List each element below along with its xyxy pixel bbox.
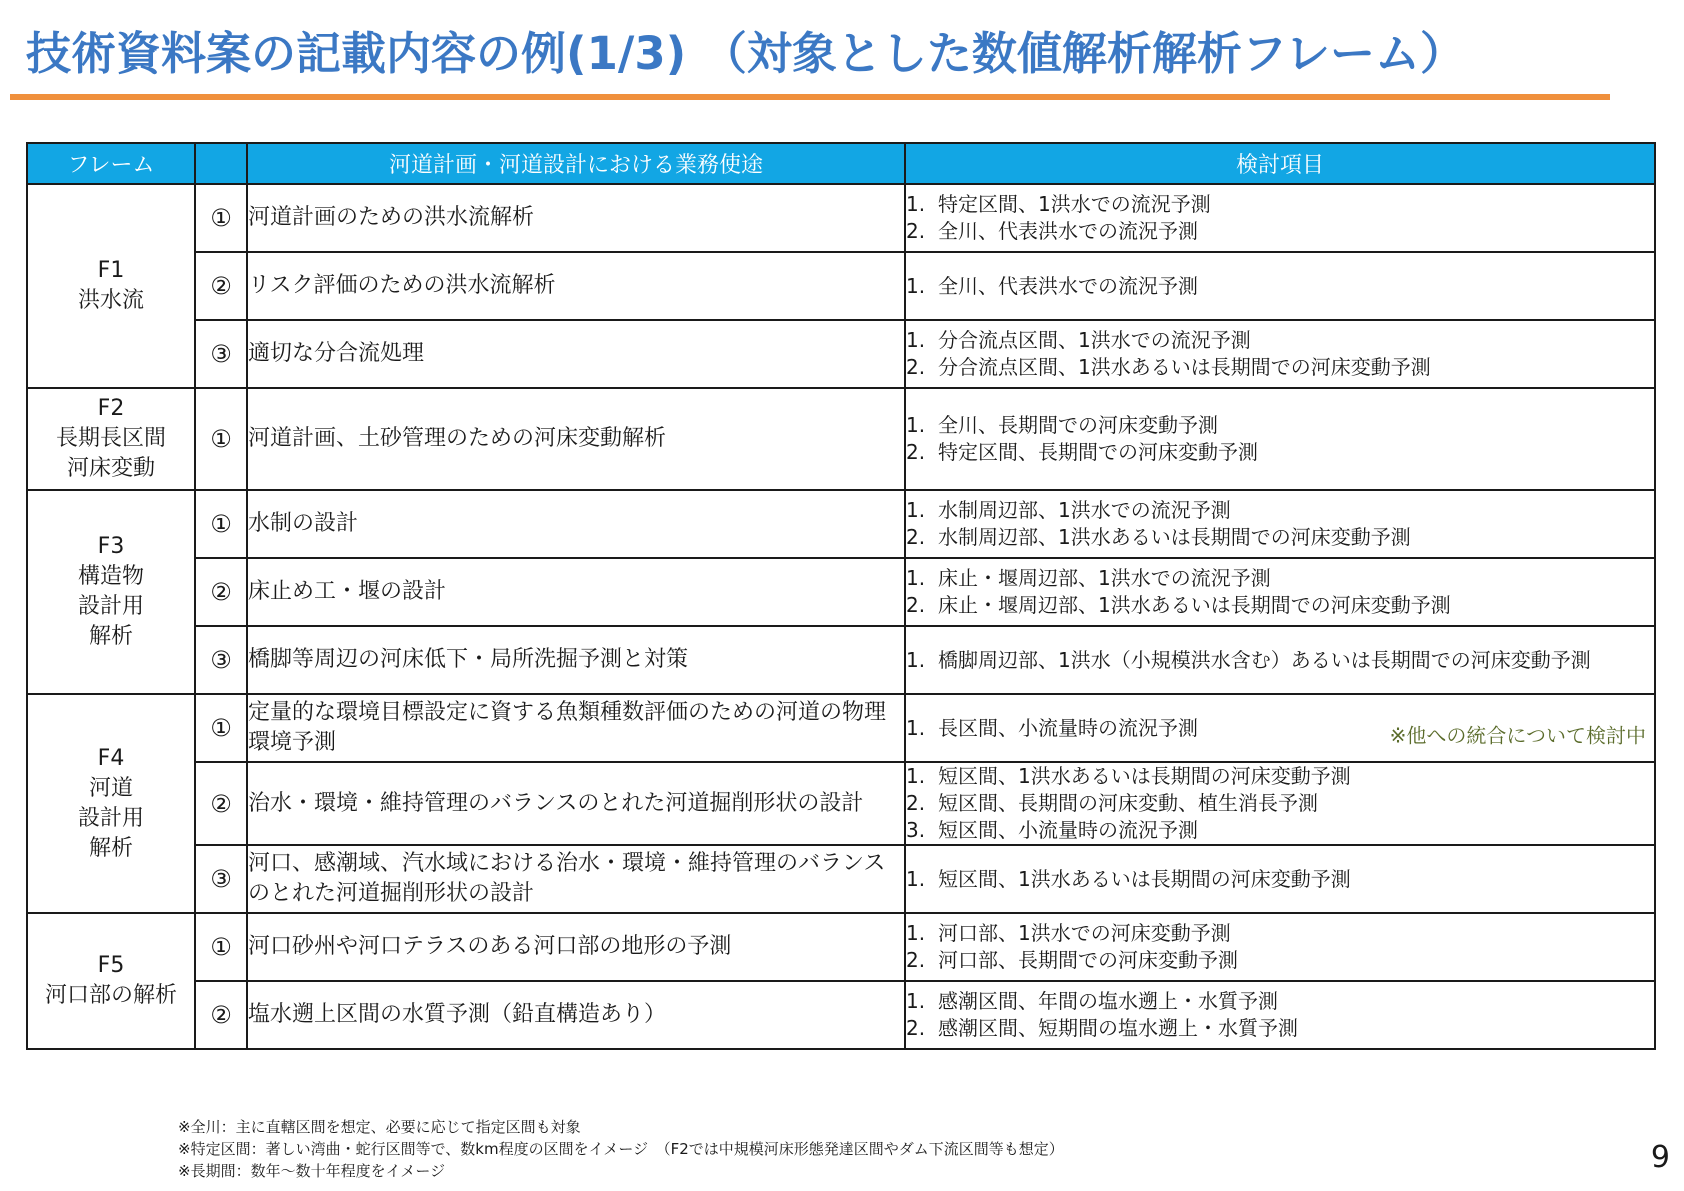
table-row bbox=[27, 845, 1655, 913]
table-row bbox=[27, 320, 1655, 388]
row-number: ① bbox=[195, 490, 247, 558]
use-cell: 河口砂州や河口テラスのある河口部の地形の予測 bbox=[247, 913, 905, 981]
item-text: 全川、代表洪水での流況予測 bbox=[938, 219, 1198, 243]
item-text: 橋脚周辺部、1洪水（小規模洪水含む）あるいは長期間での河床変動予測 bbox=[938, 647, 1591, 672]
item-line bbox=[906, 327, 1654, 354]
frame-name: 河道 設計用 解析 bbox=[77, 775, 144, 861]
item-line bbox=[906, 497, 1654, 524]
use-cell: 塩水遡上区間の水質予測（鉛直構造あり） bbox=[247, 981, 905, 1049]
item-line bbox=[906, 790, 1654, 817]
header-frame: フレーム bbox=[27, 143, 195, 184]
use-cell: 治水・環境・維持管理のバランスのとれた河道掘削形状の設計 bbox=[247, 762, 905, 845]
frame-cell bbox=[27, 490, 195, 694]
footnote: ※全川：主に直轄区間を想定、必要に応じて指定区間も対象 bbox=[178, 1118, 581, 1136]
item-text: 短区間、1洪水あるいは長期間の河床変動予測 bbox=[938, 866, 1351, 891]
frame-cell bbox=[27, 184, 195, 388]
review-note: ※他への統合について検討中 bbox=[1389, 723, 1646, 748]
item-line bbox=[906, 920, 1654, 947]
table-row bbox=[27, 558, 1655, 626]
items-cell bbox=[905, 913, 1655, 981]
header-use: 河道計画・河道設計における業務使途 bbox=[247, 143, 905, 184]
item-line bbox=[906, 817, 1654, 844]
table-row bbox=[27, 694, 1655, 762]
item-number: 1. bbox=[906, 566, 926, 590]
header-row bbox=[27, 143, 1655, 184]
analysis-frame-table bbox=[26, 142, 1656, 1050]
row-number: ① bbox=[195, 694, 247, 762]
row-number: ② bbox=[195, 558, 247, 626]
item-line bbox=[906, 592, 1654, 619]
frame-cell bbox=[27, 913, 195, 1049]
item-number: 1. bbox=[906, 921, 926, 945]
items-cell bbox=[905, 626, 1655, 694]
item-text: 全川、代表洪水での流況予測 bbox=[938, 273, 1198, 298]
frame-name: 河口部の解析 bbox=[44, 983, 177, 1008]
item-text: 特定区間、長期間での河床変動予測 bbox=[938, 440, 1258, 464]
item-line bbox=[906, 988, 1654, 1015]
items-cell bbox=[905, 320, 1655, 388]
item-line bbox=[906, 412, 1654, 439]
items-cell bbox=[905, 981, 1655, 1049]
item-line bbox=[906, 763, 1654, 790]
frame-name: 洪水流 bbox=[77, 288, 144, 313]
item-text: 分合流点区間、1洪水あるいは長期間での河床変動予測 bbox=[938, 355, 1431, 379]
footnote: ※特定区間：著しい湾曲・蛇行区間等で、数km程度の区間をイメージ （F2では中規模河床形態発達区間やダム下流区間等も想定） bbox=[178, 1140, 1064, 1158]
item-text: 全川、長期間での河床変動予測 bbox=[938, 413, 1218, 437]
use-cell: 床止め工・堰の設計 bbox=[247, 558, 905, 626]
item-text: 感潮区間、年間の塩水遡上・水質予測 bbox=[938, 989, 1278, 1013]
item-line bbox=[906, 524, 1654, 551]
item-number: 2. bbox=[906, 948, 926, 972]
item-number: 1. bbox=[906, 866, 926, 891]
item-line bbox=[906, 947, 1654, 974]
footnotes bbox=[178, 1116, 1064, 1182]
item-number: 2. bbox=[906, 791, 926, 815]
item-text: 特定区間、1洪水での流況予測 bbox=[938, 192, 1211, 216]
item-text: 水制周辺部、1洪水での流況予測 bbox=[938, 498, 1231, 522]
item-text: 床止・堰周辺部、1洪水あるいは長期間での河床変動予測 bbox=[938, 593, 1451, 617]
frame-code: F1 bbox=[97, 258, 125, 283]
title-underline bbox=[10, 94, 1610, 100]
item-text: 長区間、小流量時の流況予測 bbox=[938, 715, 1198, 740]
table-body bbox=[27, 184, 1655, 1049]
item-number: 1. bbox=[906, 764, 926, 788]
row-number: ① bbox=[195, 184, 247, 252]
use-cell: 定量的な環境目標設定に資する魚類種数評価のための河道の物理環境予測 bbox=[247, 694, 905, 762]
items-cell bbox=[905, 388, 1655, 490]
use-cell: 水制の設計 bbox=[247, 490, 905, 558]
item-number: 1. bbox=[906, 989, 926, 1013]
row-number: ③ bbox=[195, 845, 247, 913]
frame-code: F5 bbox=[97, 953, 125, 978]
use-cell: リスク評価のための洪水流解析 bbox=[247, 252, 905, 320]
items-cell bbox=[905, 694, 1655, 762]
table-row bbox=[27, 184, 1655, 252]
item-number: 2. bbox=[906, 525, 926, 549]
table-row bbox=[27, 388, 1655, 490]
header-blank bbox=[195, 143, 247, 184]
row-number: ② bbox=[195, 762, 247, 845]
item-text: 感潮区間、短期間の塩水遡上・水質予測 bbox=[938, 1016, 1298, 1040]
item-text: 河口部、1洪水での河床変動予測 bbox=[938, 921, 1231, 945]
item-line bbox=[906, 273, 1654, 300]
item-line bbox=[906, 218, 1654, 245]
item-text: 分合流点区間、1洪水での流況予測 bbox=[938, 328, 1251, 352]
item-text: 河口部、長期間での河床変動予測 bbox=[938, 948, 1238, 972]
use-cell: 河道計画のための洪水流解析 bbox=[247, 184, 905, 252]
items-cell bbox=[905, 490, 1655, 558]
frame-cell bbox=[27, 694, 195, 913]
frame-name: 構造物 設計用 解析 bbox=[77, 564, 144, 649]
item-text: 短区間、1洪水あるいは長期間の河床変動予測 bbox=[938, 764, 1351, 788]
use-cell: 河道計画、土砂管理のための河床変動解析 bbox=[247, 388, 905, 490]
item-number: 2. bbox=[906, 219, 926, 243]
table-row bbox=[27, 626, 1655, 694]
table-row bbox=[27, 981, 1655, 1049]
item-line bbox=[906, 439, 1654, 466]
item-text: 水制周辺部、1洪水あるいは長期間での河床変動予測 bbox=[938, 525, 1411, 549]
footnote: ※長期間：数年～数十年程度をイメージ bbox=[178, 1162, 446, 1180]
row-number: ③ bbox=[195, 320, 247, 388]
frame-cell bbox=[27, 388, 195, 490]
page-title: 技術資料案の記載内容の例(1/3) （対象とした数値解析解析フレーム） bbox=[26, 27, 1466, 80]
frame-code: F3 bbox=[97, 534, 125, 559]
item-text: 床止・堰周辺部、1洪水での流況予測 bbox=[938, 566, 1271, 590]
item-number: 2. bbox=[906, 1016, 926, 1040]
table-row bbox=[27, 490, 1655, 558]
item-number: 1. bbox=[906, 413, 926, 437]
frame-code: F2 bbox=[97, 396, 125, 421]
item-line bbox=[906, 565, 1654, 592]
items-cell bbox=[905, 558, 1655, 626]
item-line bbox=[906, 647, 1654, 674]
item-line bbox=[906, 354, 1654, 381]
item-number: 1. bbox=[906, 715, 926, 740]
item-line bbox=[906, 866, 1654, 893]
item-number: 3. bbox=[906, 818, 926, 842]
row-number: ② bbox=[195, 981, 247, 1049]
item-text: 短区間、小流量時の流況予測 bbox=[938, 818, 1198, 842]
frame-name: 長期長区間 河床変動 bbox=[55, 426, 166, 481]
table-row bbox=[27, 252, 1655, 320]
items-cell bbox=[905, 762, 1655, 845]
item-number: 2. bbox=[906, 355, 926, 379]
header-items: 検討項目 bbox=[905, 143, 1655, 184]
table-row bbox=[27, 913, 1655, 981]
row-number: ① bbox=[195, 913, 247, 981]
items-cell bbox=[905, 252, 1655, 320]
item-number: 1. bbox=[906, 328, 926, 352]
use-cell: 河口、感潮域、汽水域における治水・環境・維持管理のバランスのとれた河道掘削形状の設計 bbox=[247, 845, 905, 913]
use-cell: 橋脚等周辺の河床低下・局所洗掘予測と対策 bbox=[247, 626, 905, 694]
use-cell: 適切な分合流処理 bbox=[247, 320, 905, 388]
item-text: 短区間、長期間の河床変動、植生消長予測 bbox=[938, 791, 1318, 815]
item-number: 1. bbox=[906, 498, 926, 522]
items-cell bbox=[905, 845, 1655, 913]
item-number: 2. bbox=[906, 593, 926, 617]
frame-code: F4 bbox=[97, 745, 125, 771]
items-cell bbox=[905, 184, 1655, 252]
page-number: 9 bbox=[1650, 1140, 1670, 1175]
row-number: ② bbox=[195, 252, 247, 320]
row-number: ③ bbox=[195, 626, 247, 694]
item-number: 1. bbox=[906, 647, 926, 672]
row-number: ① bbox=[195, 388, 247, 490]
table-row bbox=[27, 762, 1655, 845]
item-line bbox=[906, 1015, 1654, 1042]
item-number: 1. bbox=[906, 192, 926, 216]
item-number: 2. bbox=[906, 440, 926, 464]
item-line bbox=[906, 191, 1654, 218]
item-number: 1. bbox=[906, 273, 926, 298]
